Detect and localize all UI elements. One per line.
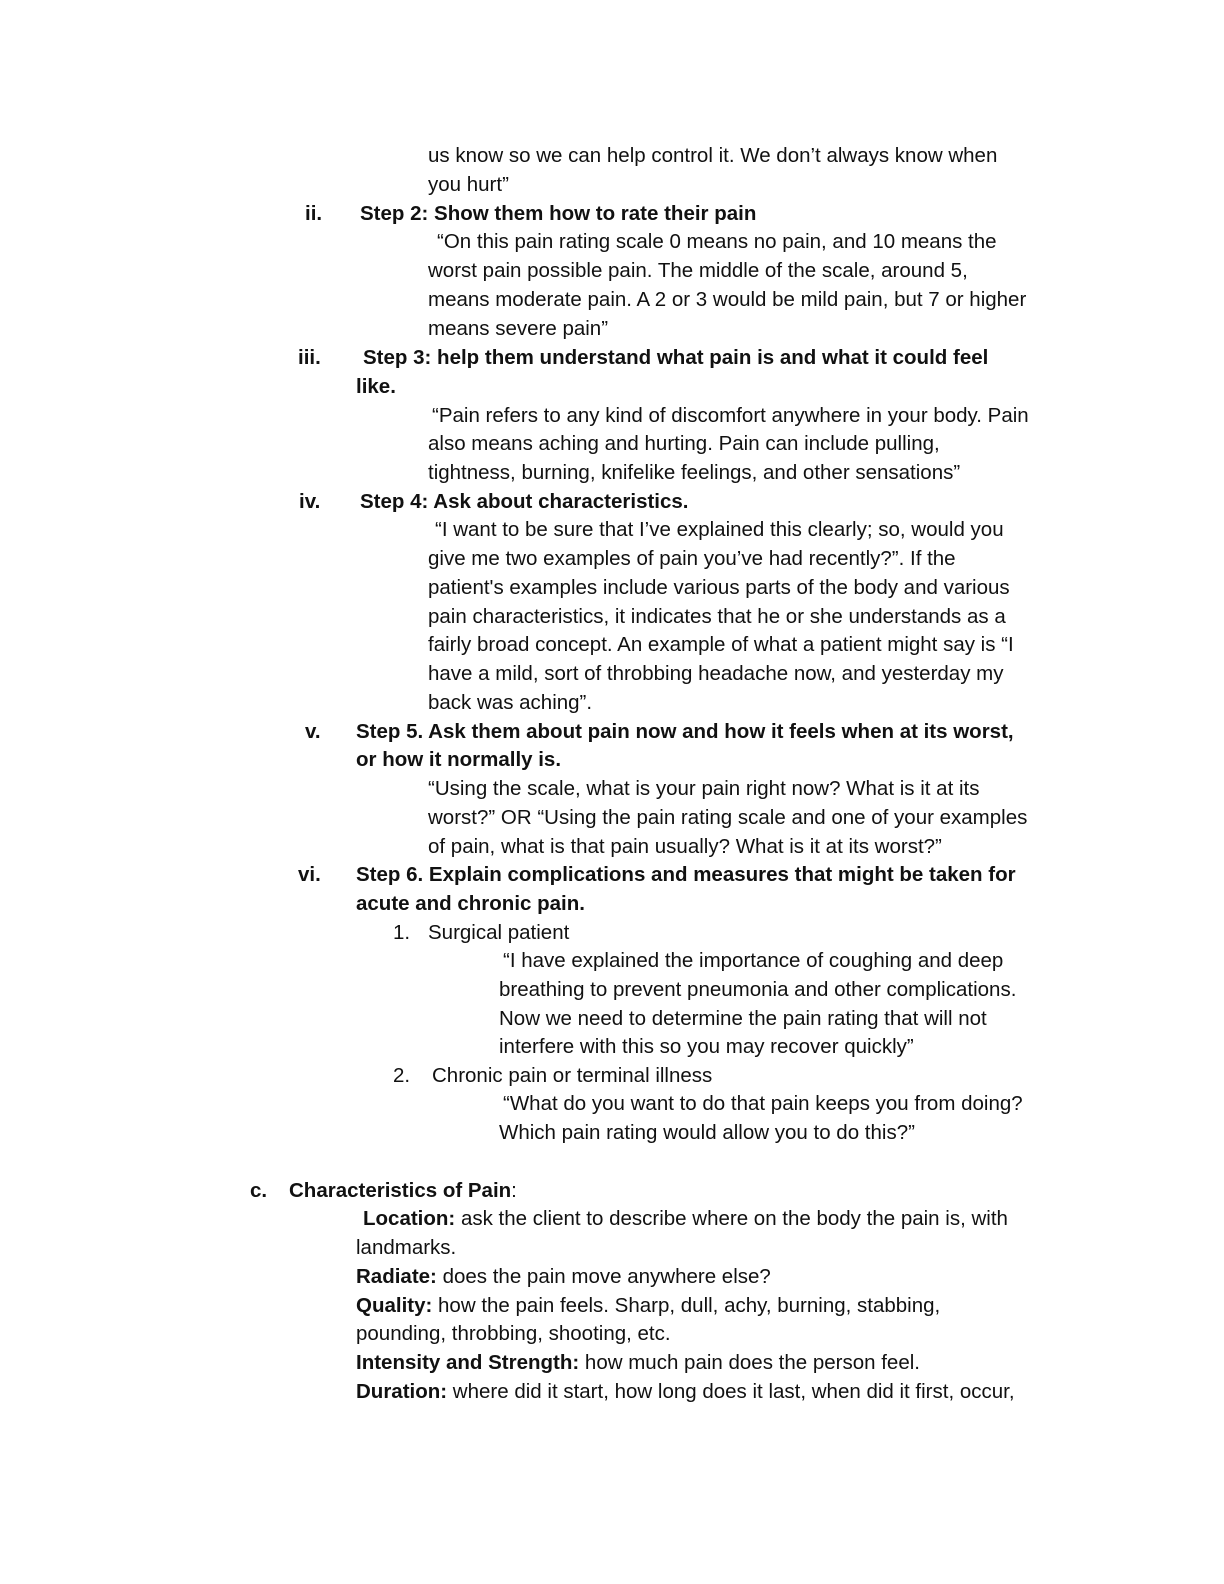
step-quote-line: “Using the scale, what is your pain right now? What is it at its (428, 777, 980, 800)
step-heading: like. (356, 375, 396, 398)
step-quote-line: “I want to be sure that I’ve explained this clearly; so, would you (435, 518, 1004, 541)
substep-quote-line: breathing to prevent pneumonia and other complications. (499, 978, 1017, 1001)
step-quote-line: of pain, what is that pain usually? What is it at its worst?” (428, 835, 942, 858)
substep-quote-line: “I have explained the importance of coughing and deep (503, 949, 1004, 972)
section-heading (289, 1181, 517, 1202)
step-marker: vi. (298, 863, 321, 886)
step-quote-line: worst pain possible pain. The middle of the scale, around 5, (428, 259, 968, 282)
section-heading-colon: : (511, 1179, 517, 1202)
characteristic-text: landmarks. (356, 1236, 457, 1259)
step-marker: iii. (298, 346, 321, 369)
step-quote-line: tightness, burning, knifelike feelings, and other sensations” (428, 461, 961, 484)
characteristic-text: pounding, throbbing, shooting, etc. (356, 1322, 671, 1345)
characteristic-term: Duration: (356, 1380, 448, 1403)
step-quote-line: also means aching and hurting. Pain can include pulling, (428, 432, 940, 455)
substep-quote-line: “What do you want to do that pain keeps you from doing? (503, 1092, 1023, 1115)
characteristic-text: ask the client to describe where on the body the pain is, with (455, 1207, 1008, 1230)
characteristic-term: Quality: (356, 1294, 433, 1317)
characteristic-line (356, 1238, 456, 1259)
step-quote-line: worst?” OR “Using the pain rating scale and one of your examples (428, 806, 1028, 829)
step-quote-line: have a mild, sort of throbbing headache now, and yesterday my (428, 662, 1004, 685)
step-quote-line: back was aching”. (428, 691, 593, 714)
characteristic-term: Radiate: (356, 1265, 437, 1288)
section-marker: c. (250, 1179, 268, 1202)
intro-line: you hurt” (428, 173, 509, 196)
substep-title: Surgical patient (428, 921, 570, 944)
step-quote-line: give me two examples of pain you’ve had recently?”. If the (428, 547, 956, 570)
step-quote-line: pain characteristics, it indicates that he or she understands as a (428, 605, 1006, 628)
characteristic-line (356, 1296, 940, 1317)
step-marker: ii. (305, 202, 323, 225)
step-quote-line: means moderate pain. A 2 or 3 would be mild pain, but 7 or higher (428, 288, 1027, 311)
step-heading: Step 5. Ask them about pain now and how it feels when at its worst, (356, 720, 1014, 743)
substep-number: 1. (393, 921, 411, 944)
characteristic-line (363, 1209, 1008, 1230)
substep-quote-line: interfere with this so you may recover quickly” (499, 1035, 914, 1058)
characteristic-term: Location: (363, 1207, 456, 1230)
step-heading: or how it normally is. (356, 748, 562, 771)
substep-title: Chronic pain or terminal illness (432, 1064, 713, 1087)
step-quote-line: “Pain refers to any kind of discomfort anywhere in your body. Pain (432, 404, 1029, 427)
substep-quote-line: Now we need to determine the pain rating that will not (499, 1007, 987, 1030)
step-heading: Step 6. Explain complications and measures that might be taken for (356, 863, 1016, 886)
section-heading-text: Characteristics of Pain (289, 1179, 512, 1202)
step-quote-line: patient's examples include various parts of the body and various (428, 576, 1010, 599)
step-quote-line: means severe pain” (428, 317, 609, 340)
step-heading: Step 4: Ask about characteristics. (360, 490, 689, 513)
substep-quote-line: Which pain rating would allow you to do this?” (499, 1121, 915, 1144)
step-marker: v. (305, 720, 321, 743)
step-quote-line: fairly broad concept. An example of what a patient might say is “I (428, 633, 1014, 656)
characteristic-term: Intensity and Strength: (356, 1351, 580, 1374)
characteristic-line (356, 1324, 671, 1345)
characteristic-text: does the pain move anywhere else? (436, 1265, 771, 1288)
step-heading: acute and chronic pain. (356, 892, 585, 915)
step-heading: Step 2: Show them how to rate their pain (360, 202, 757, 225)
step-quote-line: “On this pain rating scale 0 means no pain, and 10 means the (437, 230, 997, 253)
substep-number: 2. (393, 1064, 411, 1087)
characteristic-line (356, 1267, 771, 1288)
step-heading: Step 3: help them understand what pain is and what it could feel (363, 346, 989, 369)
characteristic-text: where did it start, how long does it last, when did it first, occur, (447, 1380, 1015, 1403)
characteristic-line (356, 1353, 920, 1374)
step-marker: iv. (299, 490, 321, 513)
intro-line: us know so we can help control it. We don’t always know when (428, 144, 998, 167)
characteristic-line (356, 1382, 1015, 1403)
characteristic-text: how the pain feels. Sharp, dull, achy, burning, stabbing, (432, 1294, 941, 1317)
characteristic-text: how much pain does the person feel. (579, 1351, 920, 1374)
